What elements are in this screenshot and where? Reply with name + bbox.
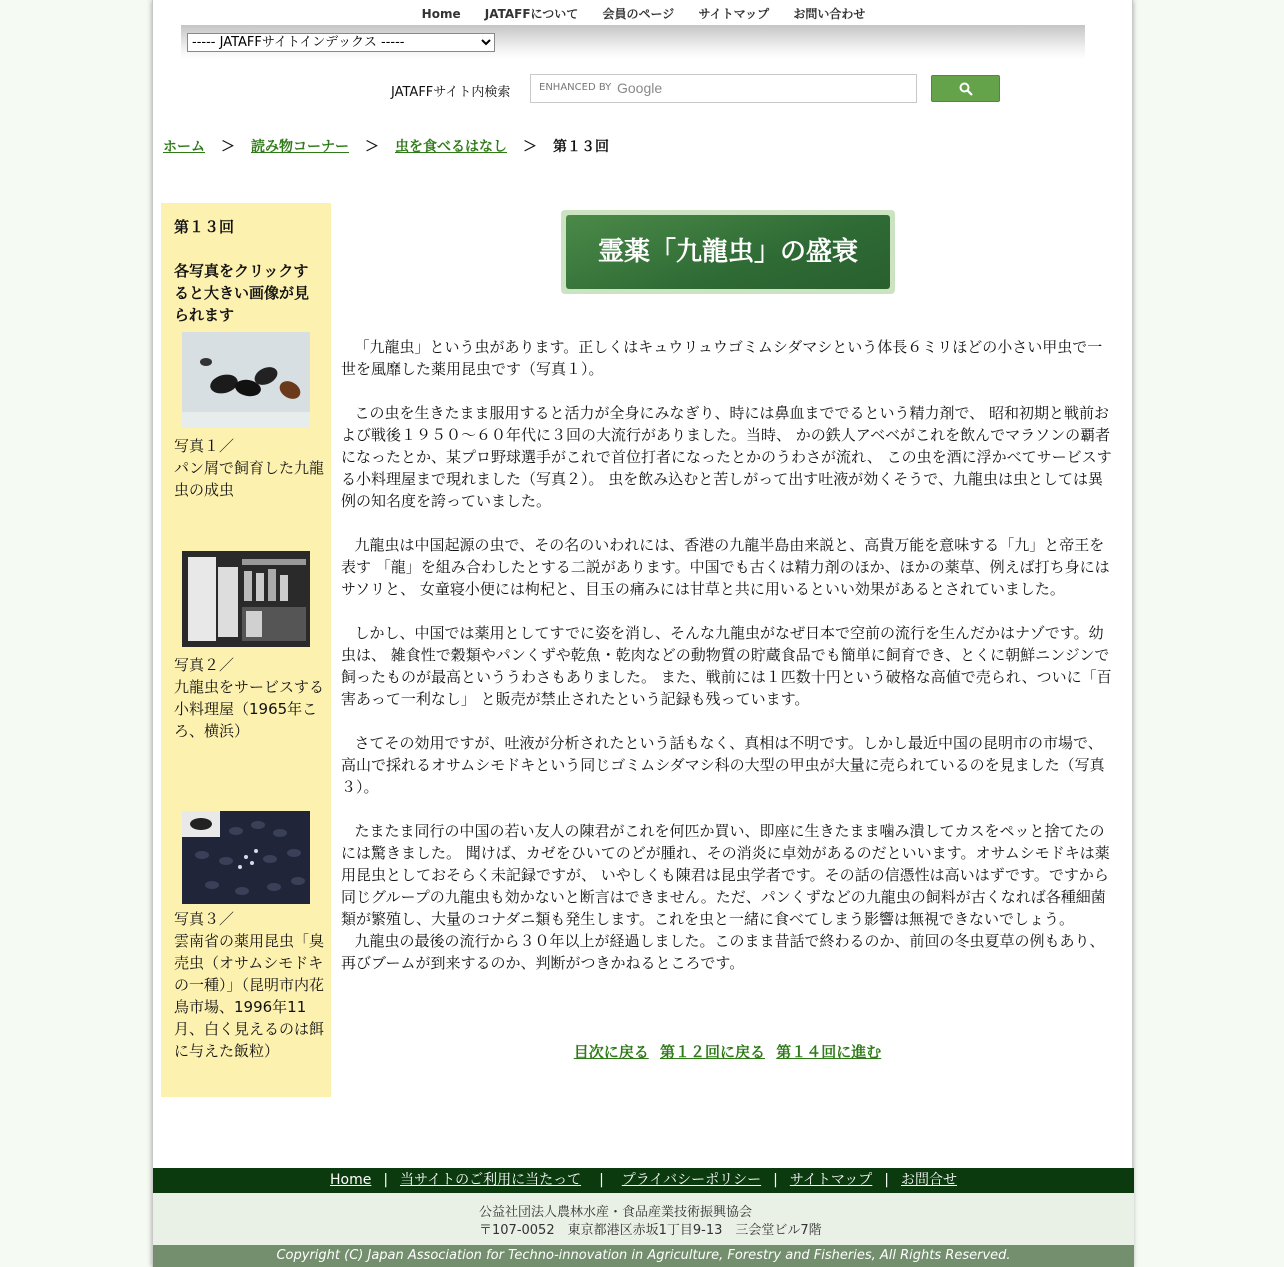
breadcrumb-insect-eating[interactable]: 虫を食べるはなし (395, 139, 507, 155)
photo-2-thumbnail[interactable] (182, 551, 310, 647)
search-brand: Google (617, 80, 663, 96)
pager-next-link[interactable]: 第１４回に進む (776, 1043, 882, 1061)
page-container (152, 0, 1133, 1267)
footer-separator: | (773, 1172, 778, 1188)
footer-separator: | (599, 1172, 604, 1188)
footer-separator: | (884, 1172, 890, 1188)
footer-privacy-link[interactable]: プライバシーポリシー (621, 1172, 762, 1188)
photo-3-caption (174, 908, 324, 1062)
footer-contact-link[interactable]: お問合せ (901, 1172, 958, 1188)
photo-3-caption-title: 写真３／ (174, 910, 235, 928)
footer-org-name: 公益社団法人農林水産・食品産業技術振興協会 (479, 1205, 753, 1220)
article-pager (341, 1041, 1114, 1062)
top-nav-home[interactable]: Home (421, 7, 461, 21)
beetles-photo-icon (182, 332, 310, 428)
pager-prev-link[interactable]: 第１２回に戻る (659, 1043, 765, 1061)
top-nav-about[interactable]: JATAFFについて (484, 7, 579, 21)
footer-separator: | (383, 1172, 389, 1188)
footer-copyright: Copyright (C) Japan Association for Techno-innovation in Agriculture, Forestry and Fisheries, All Rights Reserved. (153, 1245, 1134, 1267)
breadcrumb (163, 136, 609, 156)
breadcrumb-current: 第１３回 (553, 139, 609, 155)
sidebar (161, 203, 331, 1097)
search-label: JATAFFサイト内検索 (391, 85, 511, 100)
footer-home-link[interactable]: Home (329, 1172, 372, 1188)
sidebar-title: 第１３回 (174, 218, 235, 236)
search-button[interactable] (931, 75, 1000, 102)
photo-1-caption-title: 写真１／ (174, 437, 235, 455)
site-index-bar (181, 25, 1085, 59)
photo-3-thumbnail[interactable] (182, 811, 310, 904)
photo-1-thumbnail[interactable] (182, 332, 310, 428)
article-paragraph: さてその効用ですが、吐液が分析されたという話もなく、真相は不明です。しかし最近中国の昆明市の市場で、 高山で採れるオサムシモドキという同じゴミムシダマシ科の大型の甲虫が大量に売られているのを見ました（写真３）。 (341, 734, 1105, 796)
top-nav-sitemap[interactable]: サイトマップ (698, 7, 770, 21)
photo-1-caption-text: パン屑で飼育した九龍虫の成虫 (174, 459, 325, 499)
site-index-select[interactable] (187, 33, 495, 52)
bar-shelf-photo-icon (182, 551, 310, 647)
article-paragraph: しかし、中国では薬用としてすでに姿を消し、そんな九龍虫がなぜ日本で空前の流行を生んだかはナゾです。幼虫は、 雑食性で穀類やパンくずや乾魚・乾肉などの動物質の貯蔵食品でも簡単に飼育でき、とくに朝鮮ニンジンで飼ったものが最高といううわさもありました。 また、戦前には１匹数十円という破格な高値で売られ、ついに「百害あって一利なし」 と販売が禁止されたという記録も残っています。 (341, 624, 1112, 708)
beetle-pile-photo-icon (182, 811, 310, 904)
search-input[interactable] (530, 74, 917, 103)
photo-2-caption-text: 九龍虫をサービスする小料理屋（1965年ころ、横浜） (174, 678, 325, 740)
search-placeholder: ENHANCED BY (539, 82, 612, 93)
article-title: 霊薬「九龍虫」の盛衰 (566, 215, 890, 289)
breadcrumb-separator: ＞ (523, 139, 537, 155)
footer-address (153, 1193, 1134, 1245)
article-paragraph: 「九龍虫」という虫があります。正しくはキュウリュウゴミムシダマシという体長６ミリほどの小さい甲虫で一世を風靡した薬用昆虫です（写真１）。 (341, 338, 1103, 378)
footer-terms-link[interactable]: 当サイトのご利用に当たって (400, 1172, 582, 1188)
sidebar-note: 各写真をクリックすると大きい画像が見られます (174, 262, 310, 324)
article-body (341, 336, 1114, 996)
article-paragraph: この虫を生きたまま服用すると活力が全身にみなぎり、時には鼻血まででるという精力剤で、 昭和初期と戦前および戦後１９５０～６０年代に３回の大流行がありました。当時、 かの鉄人アベベがこれを飲んでマラソンの覇者になったとか、某プロ野球選手がこれで首位打者になったとかのうわさが流れ、 この虫を酒に浮かべてサービスする小料理屋まで現れました（写真２）。 虫を飲み込むと苦しがって出す吐液が効くそうで、九龍虫は虫としては異例の知名度を誇っていました。 (341, 404, 1112, 510)
article-title-banner (561, 210, 895, 294)
breadcrumb-separator: ＞ (365, 139, 379, 155)
article-paragraph: 九龍虫は中国起源の虫で、その名のいわれには、香港の九龍半島由来説と、高貴万能を意味する「九」と帝王を表す 「龍」を組み合わしたとする二説があります。中国でも古くは精力剤のほか、ほかの薬草、例えば打ち身にはサソリと、 女童寝小便には枸杞と、目玉の痛みには甘草と共に用いるといい効果があるとされていました。 (341, 536, 1110, 598)
photo-2-caption-title: 写真２／ (174, 656, 235, 674)
article-paragraph: たまたま同行の中国の若い友人の陳君がこれを何匹か買い、即座に生きたまま噛み潰してカスをペッと捨てたのには驚きました。 聞けば、カゼをひいてのどが腫れ、その消炎に卓効があるのだといいます。オサムシモドキは薬用昆虫としておそらく未記録ですが、 いやしくも陳君は昆虫学者です。その話の信憑性は高いはずです。ですから同じグループの九龍虫も効かないと断言はできません。ただ、パンくずなどの九龍虫の飼料が古くなれば各種細菌類が繁殖し、大量のコナダニ類も発生します。これを虫と一緒に食べてしまう影響は無視できないでしょう。 (341, 822, 1110, 928)
magnifier-icon (959, 82, 973, 96)
footer-sitemap-link[interactable]: サイトマップ (789, 1172, 873, 1188)
top-nav-members[interactable]: 会員のページ (602, 7, 675, 21)
pager-index-link[interactable]: 目次に戻る (573, 1043, 649, 1061)
breadcrumb-separator: ＞ (221, 139, 235, 155)
photo-1-caption (174, 435, 324, 501)
footer-nav (153, 1168, 1134, 1193)
top-nav-contact[interactable]: お問い合わせ (793, 7, 866, 21)
breadcrumb-home[interactable]: ホーム (163, 139, 205, 155)
article-paragraph: 九龍虫の最後の流行から３０年以上が経過しました。このまま昔話で終わるのか、前回の冬虫夏草の例もあり、 再びブームが到来するのか、判断がつきかねるところです。 (341, 932, 1105, 972)
photo-3-caption-text: 雲南省の薬用昆虫「臭売虫（オサムシモドキの一種）」（昆明市内花鳥市場、1996年11月、白く見えるのは餌に与えた飯粒） (174, 932, 325, 1060)
top-nav (153, 5, 1134, 22)
photo-2-caption (174, 654, 324, 742)
breadcrumb-reading-corner[interactable]: 読み物コーナー (251, 139, 349, 155)
footer-postal-address: 〒107-0052 東京都港区赤坂1丁目9-13 三会堂ビル7階 (479, 1223, 822, 1238)
